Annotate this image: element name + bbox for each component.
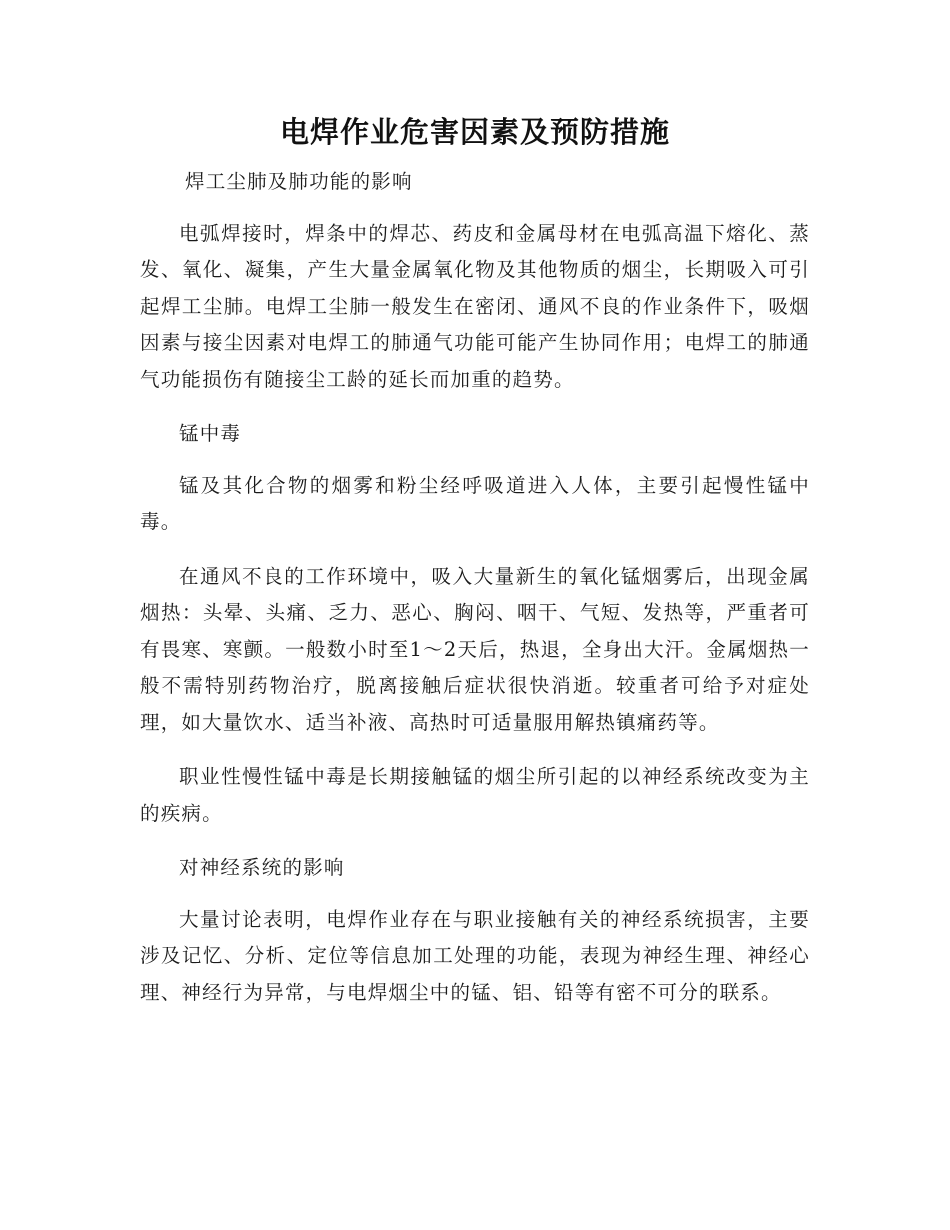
document-title: 电焊作业危害因素及预防措施: [279, 115, 670, 149]
paragraph-pneumoconiosis: 电弧焊接时，焊条中的焊芯、药皮和金属母材在电弧高温下熔化、蒸发、氧化、凝集，产生大量金属氧化物及其他物质的烟尘，长期吸入可引起焊工尘肺。电焊工尘肺一般发生在密闭、通风不良的作业条件下，吸烟因素与接尘因素对电焊工的肺通气功能可能产生协同作用；电焊工的肺通气功能损伤有随接尘工龄的延长而加重的趋势。: [140, 221, 810, 391]
section-heading-nervous-system: 对神经系统的影响: [179, 856, 345, 879]
paragraph-nervous-system: 大量讨论表明，电焊作业存在与职业接触有关的神经系统损害，主要涉及记忆、分析、定位等信息加工处理的功能，表现为神经生理、神经心理、神经行为异常，与电焊烟尘中的锰、铝、铅等有密不可分的联系。: [140, 907, 810, 1004]
paragraph-metal-fume-fever: 在通风不良的工作环境中，吸入大量新生的氧化锰烟雾后，出现金属烟热：头晕、头痛、乏力、恶心、胸闷、咽干、气短、发热等，严重者可有畏寒、寒颤。一般数小时至1～2天后，热退，全身出大汗。金属烟热一般不需特别药物治疗，脱离接触后症状很快消逝。较重者可给予对症处理，如大量饮水、适当补液、高热时可适量服用解热镇痛药等。: [140, 564, 810, 734]
section-heading-manganese: 锰中毒: [179, 422, 242, 445]
document-body: [140, 164, 810, 1029]
paragraph-chronic-manganese: 职业性慢性锰中毒是长期接触锰的烟尘所引起的以神经系统改变为主的疾病。: [140, 765, 810, 825]
paragraph-manganese-intro: 锰及其化合物的烟雾和粉尘经呼吸道进入人体，主要引起慢性锰中毒。: [140, 473, 810, 533]
section-heading-pneumoconiosis: 焊工尘肺及肺功能的影响: [185, 170, 413, 193]
